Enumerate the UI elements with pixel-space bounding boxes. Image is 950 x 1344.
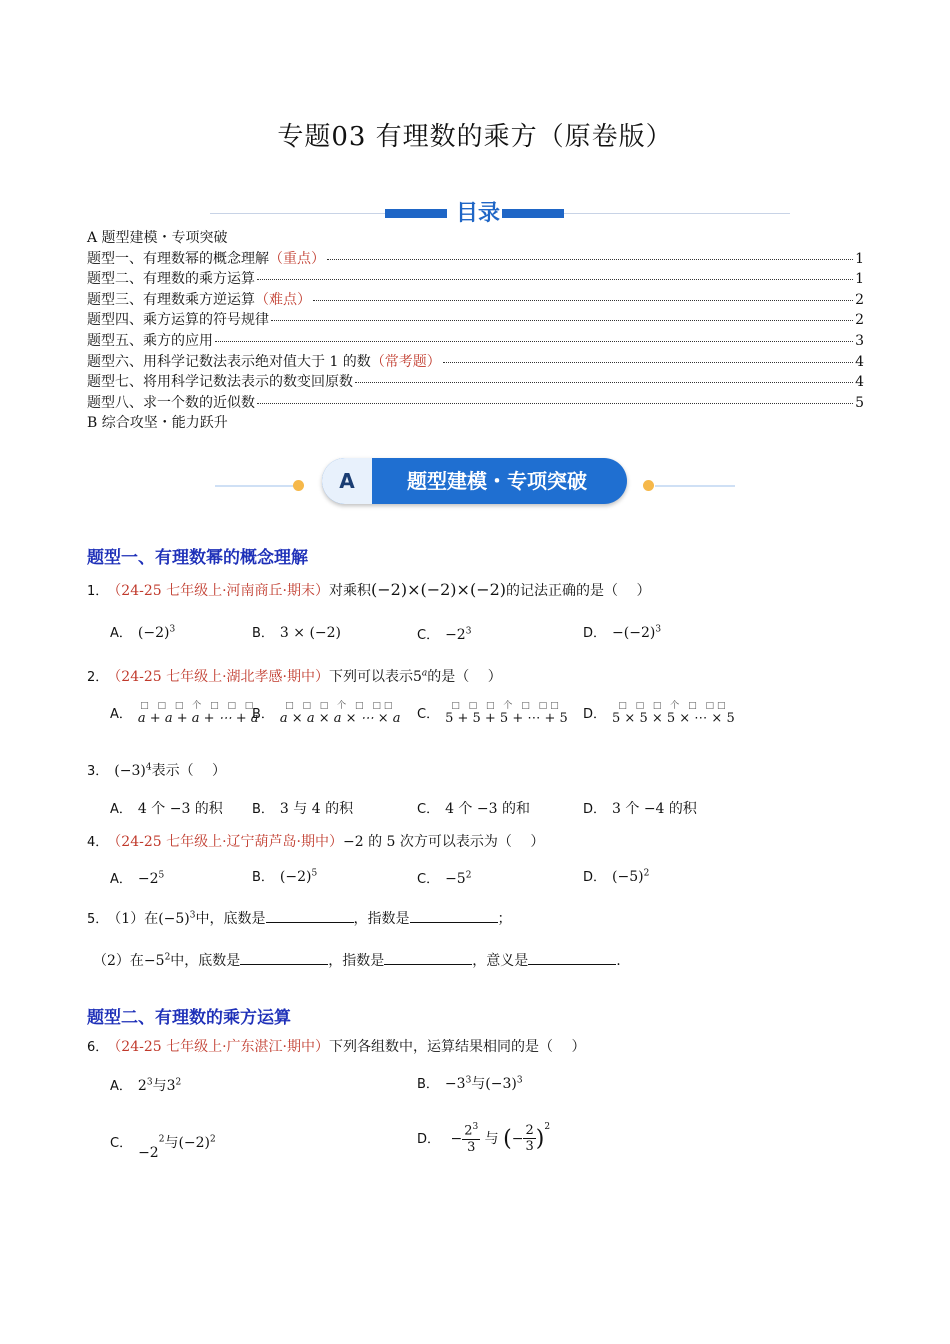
toc-title: 目录: [455, 201, 500, 226]
option-c[interactable]: C． □ □ □ 个 □ □□ 5 + 5 + 5 + ⋯ + 5: [417, 701, 568, 726]
table-of-contents: [87, 228, 864, 434]
question-4: 4． （24-25 七年级上·辽宁葫芦岛·期中）−2 的 5 次方可以表示为（ ）: [87, 834, 545, 850]
question-1: 1． （24-25 七年级上·河南商丘·期末）对乘积(−2)×(−2)×(−2)的记法正确的是（ ）: [87, 580, 651, 599]
option-d[interactable]: D． □ □ □ 个 □ □□ 5 × 5 × 5 × ⋯ × 5: [583, 701, 735, 726]
option-a[interactable]: A． $(-2)^3$: [110, 624, 176, 641]
question-2: 2． （24-25 七年级上·湖北孝感·期中）下列可以表示5$^a$的是（ ）: [87, 668, 502, 685]
divider: [655, 485, 735, 487]
answer-blank[interactable]: [384, 950, 472, 965]
divider: [210, 213, 385, 214]
toc-item[interactable]: 题型四、乘方运算的符号规律 2: [87, 312, 864, 329]
answer-blank[interactable]: [240, 950, 328, 965]
divider: [564, 213, 790, 214]
answer-blank[interactable]: [410, 908, 498, 923]
toc-item[interactable]: 题型六、用科学记数法表示绝对值大于 1 的数 （常考题） 4: [87, 353, 864, 370]
toc-item[interactable]: 题型五、乘方的应用 3: [87, 332, 864, 349]
toc-item[interactable]: 题型三、有理数乘方逆运算 （难点） 2: [87, 291, 864, 308]
question-6: 6． （24-25 七年级上·广东湛江·期中）下列各组数中，运算结果相同的是（ ）: [87, 1039, 586, 1055]
option-a[interactable]: A． □ □ □ 个 □ □ □ a + a + a + ⋯ + a: [110, 701, 259, 726]
option-d[interactable]: D． $-(-2)^3$: [583, 624, 662, 641]
question-5: 5． （1）在$(-5)^3$中，底数是 ，指数是 ；: [87, 908, 512, 928]
toc-part-b[interactable]: B 综合攻坚・能力跃升: [87, 415, 228, 432]
banner-letter: A: [322, 458, 372, 504]
option-c[interactable]: C． 4 个 −3 的和: [417, 801, 530, 817]
option-b[interactable]: B． $(-2)^5$: [252, 868, 318, 885]
section-heading: 题型一、有理数幂的概念理解: [87, 548, 308, 568]
option-c[interactable]: C．$-2^2$与$(-2)^2$: [110, 1134, 216, 1161]
answer-blank[interactable]: [266, 908, 354, 923]
answer-blank[interactable]: [528, 950, 616, 965]
toc-item[interactable]: 题型一、有理数幂的概念理解 （重点） 1: [87, 250, 864, 267]
toc-item[interactable]: 题型二、有理数的乘方运算 1: [87, 271, 864, 288]
divider: [502, 209, 564, 218]
option-d[interactable]: D． $(-5)^2$: [583, 868, 650, 885]
banner-text: 题型建模・专项突破: [407, 469, 587, 493]
dot-icon: [643, 480, 654, 491]
toc-heading: [210, 198, 790, 228]
dot-icon: [293, 480, 304, 491]
question-5-part-2: （2）在$-5^2$中，底数是 ，指数是 ，意义是 .: [93, 950, 621, 970]
toc-item[interactable]: 题型七、将用科学记数法表示的数变回原数 4: [87, 374, 864, 391]
toc-item[interactable]: 题型八、求一个数的近似数 5: [87, 394, 864, 411]
option-b[interactable]: B． 3 与 4 的积: [252, 801, 354, 817]
option-b[interactable]: B． □ □ □ 个 □ □□ a × a × a × ⋯ × a: [252, 701, 401, 726]
option-a[interactable]: A． 4 个 −3 的积: [110, 801, 223, 817]
question-3: 3． $(-3)^4$表示（ ）: [87, 762, 227, 779]
divider: [215, 485, 295, 487]
option-a[interactable]: A． $-2^5$: [110, 870, 165, 887]
toc-part-a[interactable]: A 题型建模・专项突破: [87, 230, 228, 246]
option-a[interactable]: A． $2^3$与$3^2$: [110, 1077, 182, 1094]
divider: [385, 209, 447, 218]
option-d[interactable]: D． 3 个 −4 的积: [583, 801, 697, 817]
option-d[interactable]: D． − $\frac{2^3}{3}$ 与 (− $\frac{2}{3}$ )$^2$: [417, 1122, 551, 1155]
section-banner: [215, 458, 735, 506]
option-b[interactable]: B． $-3^3$与$(-3)^3$: [417, 1075, 523, 1092]
option-b[interactable]: B． 3 × (−2): [252, 625, 342, 641]
option-c[interactable]: C． $-5^2$: [417, 870, 472, 887]
option-c[interactable]: C． $-2^3$: [417, 626, 472, 643]
page-title: 专题03 有理数的乘方（原卷版）: [277, 122, 673, 152]
section-heading: 题型二、有理数的乘方运算: [87, 1008, 291, 1028]
